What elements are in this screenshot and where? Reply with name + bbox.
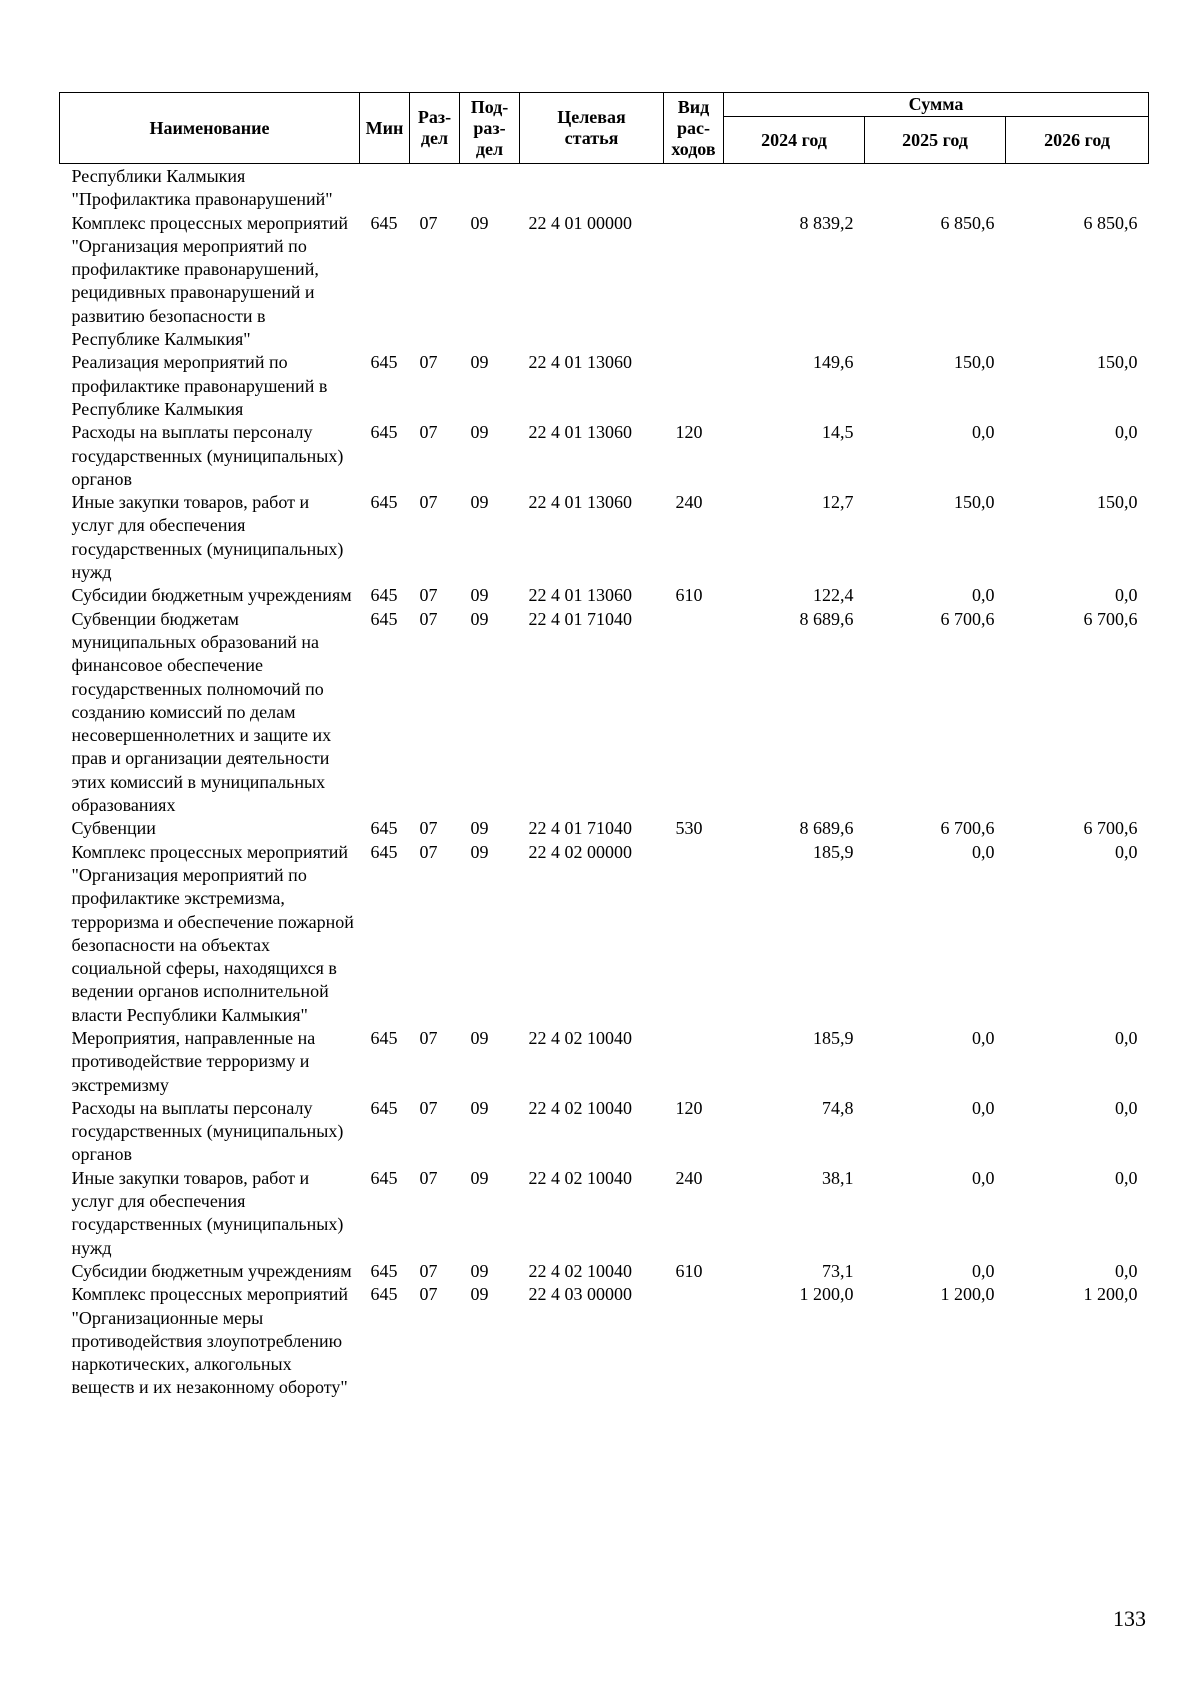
cell-podrazdel: 09 [470,212,489,233]
cell-vid: 610 [675,1260,703,1281]
cell-2024: 8 839,2 [799,212,854,233]
cell-2026: 0,0 [1115,841,1138,862]
cell-2025: 0,0 [972,1167,995,1188]
cell-2025: 150,0 [954,352,995,373]
cell-2026: 0,0 [1115,1027,1138,1048]
cell-target: 22 4 01 13060 [528,492,632,513]
cell-2024: 8 689,6 [799,818,854,839]
cell-podrazdel: 09 [470,352,489,373]
cell-min: 645 [370,422,398,443]
cell-vid [664,212,724,352]
cell-2024: 185,9 [813,1027,854,1048]
cell-podrazdel: 09 [470,1284,489,1305]
cell-podrazdel [460,164,520,212]
cell-razdel [410,164,460,212]
cell-target: 22 4 03 00000 [528,1284,632,1305]
header-row-1 [60,93,1149,117]
table-row [60,1027,1149,1097]
cell-razdel: 07 [419,1027,438,1048]
cell-2025: 0,0 [972,585,995,606]
cell-2026: 0,0 [1115,1097,1138,1118]
cell-2026: 0,0 [1115,1260,1138,1281]
table-row [60,421,1149,491]
cell-podrazdel: 09 [470,608,489,629]
cell-min: 645 [370,1027,398,1048]
cell-target: 22 4 02 10040 [528,1167,632,1188]
cell-name: Расходы на выплаты персоналу государственных (муниципальных) органов [71,422,344,489]
cell-vid: 120 [675,422,703,443]
cell-podrazdel: 09 [470,492,489,513]
cell-2025: 6 700,6 [940,608,995,629]
cell-name: Республики Калмыкия "Профилактика правонарушений" [71,166,333,210]
cell-podrazdel: 09 [470,1167,489,1188]
cell-target: 22 4 01 71040 [528,608,632,629]
cell-min: 645 [370,841,398,862]
table-row [60,164,1149,212]
cell-target: 22 4 02 10040 [528,1097,632,1118]
cell-vid [664,608,724,818]
cell-2024: 74,8 [822,1097,854,1118]
cell-target [520,164,664,212]
cell-razdel: 07 [419,608,438,629]
cell-min: 645 [370,492,398,513]
cell-target: 22 4 01 13060 [528,352,632,373]
cell-2026: 0,0 [1115,422,1138,443]
cell-target: 22 4 01 00000 [528,212,632,233]
table-row [60,212,1149,352]
cell-vid: 240 [675,492,703,513]
table-row [60,841,1149,1027]
cell-target: 22 4 01 13060 [528,585,632,606]
cell-podrazdel: 09 [470,585,489,606]
cell-name: Субвенции [71,818,156,839]
cell-razdel: 07 [419,352,438,373]
cell-vid [664,164,724,212]
cell-2025: 1 200,0 [940,1284,995,1305]
cell-name: Расходы на выплаты персоналу государственных (муниципальных) органов [71,1097,344,1165]
cell-target: 22 4 02 10040 [528,1260,632,1281]
cell-vid [664,841,724,1027]
cell-name: Мероприятия, направленные на противодействие терроризму и экстремизму [71,1027,316,1095]
cell-min: 645 [370,585,398,606]
table-row [60,817,1149,840]
header-name: Наименование [60,93,360,164]
cell-name: Субсидии бюджетным учреждениям [71,585,352,606]
cell-podrazdel: 09 [470,1027,489,1048]
cell-min: 645 [370,1167,398,1188]
cell-2026: 150,0 [1097,352,1138,373]
table-row [60,1283,1149,1399]
cell-2024: 8 689,6 [799,608,854,629]
cell-name: Комплекс процессных мероприятий "Организация мероприятий по профилактике правонарушений, рецидивных правонарушений и развитию безопасности в Республике Калмыкия" [71,212,349,350]
cell-podrazdel: 09 [470,841,489,862]
cell-2026: 6 700,6 [1083,608,1138,629]
cell-2024: 149,6 [813,352,854,373]
cell-razdel: 07 [419,212,438,233]
cell-2025: 0,0 [972,1260,995,1281]
cell-vid [664,1283,724,1399]
cell-min [360,164,410,212]
cell-razdel: 07 [419,1167,438,1188]
cell-2026: 6 850,6 [1083,212,1138,233]
table-row [60,1260,1149,1283]
header-sum: Сумма [724,93,1149,117]
cell-min: 645 [370,1260,398,1281]
cell-name: Комплекс процессных мероприятий "Организация мероприятий по профилактике экстремизма, терроризма и обеспечение пожарной безопасности на объектах социальной сферы, находящихся в ведении органов исполнительной власти Республики Калмыкия" [71,841,354,1025]
cell-2026 [1006,164,1149,212]
cell-2024: 12,7 [822,492,854,513]
cell-name: Иные закупки товаров, работ и услуг для обеспечения государственных (муниципальных) нужд [71,1167,344,1258]
cell-target: 22 4 02 00000 [528,841,632,862]
cell-2025 [865,164,1006,212]
header-target: Целевая статья [520,93,664,164]
table-row [60,1167,1149,1260]
cell-min: 645 [370,818,398,839]
table-row [60,608,1149,818]
cell-2026: 150,0 [1097,492,1138,513]
cell-2025: 0,0 [972,1097,995,1118]
cell-target: 22 4 01 13060 [528,422,632,443]
cell-2024: 73,1 [822,1260,854,1281]
cell-2025: 0,0 [972,1027,995,1048]
cell-podrazdel: 09 [470,1260,489,1281]
cell-name: Субсидии бюджетным учреждениям [71,1260,352,1281]
cell-name: Субвенции бюджетам муниципальных образований на финансовое обеспечение государственных полномочий по созданию комиссий по делам несовершеннолетних и защите их прав и организации деятельности этих комиссий в муниципальных образованиях [71,608,332,816]
cell-name: Комплекс процессных мероприятий "Организационные меры противодействия злоупотреблению наркотических, алкогольных веществ и их незаконному обороту" [71,1284,349,1398]
cell-vid: 530 [675,818,703,839]
cell-target: 22 4 01 71040 [528,818,632,839]
cell-min: 645 [370,608,398,629]
table-row [60,584,1149,607]
cell-razdel: 07 [419,422,438,443]
cell-2024: 185,9 [813,841,854,862]
cell-min: 645 [370,1097,398,1118]
cell-vid: 240 [675,1167,703,1188]
cell-2025: 150,0 [954,492,995,513]
table-row [60,351,1149,421]
cell-vid [664,351,724,421]
cell-2024: 122,4 [813,585,854,606]
cell-min: 645 [370,1284,398,1305]
cell-vid [664,1027,724,1097]
table-body [60,164,1149,1400]
header-2025: 2025 год [865,117,1006,164]
header-vid: Вид рас- ходов [664,93,724,164]
cell-vid: 120 [675,1097,703,1118]
cell-target: 22 4 02 10040 [528,1027,632,1048]
cell-name: Иные закупки товаров, работ и услуг для обеспечения государственных (муниципальных) нужд [71,492,344,583]
header-podrazdel: Под- раз- дел [460,93,520,164]
cell-razdel: 07 [419,818,438,839]
cell-min: 645 [370,212,398,233]
header-min: Мин [360,93,410,164]
cell-2024: 14,5 [822,422,854,443]
cell-razdel: 07 [419,1284,438,1305]
cell-2024: 38,1 [822,1167,854,1188]
cell-name: Реализация мероприятий по профилактике правонарушений в Республике Калмыкия [71,352,328,419]
cell-razdel: 07 [419,1260,438,1281]
cell-2025: 6 850,6 [940,212,995,233]
page-number: 133 [1113,1606,1146,1631]
cell-min: 645 [370,352,398,373]
table-row [60,491,1149,584]
cell-razdel: 07 [419,841,438,862]
header-2024: 2024 год [724,117,865,164]
cell-2025: 6 700,6 [940,818,995,839]
cell-2026: 0,0 [1115,1167,1138,1188]
cell-2026: 0,0 [1115,585,1138,606]
budget-table [59,92,1149,1400]
cell-razdel: 07 [419,585,438,606]
cell-podrazdel: 09 [470,1097,489,1118]
cell-podrazdel: 09 [470,422,489,443]
cell-podrazdel: 09 [470,818,489,839]
cell-2026: 1 200,0 [1083,1284,1138,1305]
cell-razdel: 07 [419,492,438,513]
table-row [60,1097,1149,1167]
cell-2024 [724,164,865,212]
cell-razdel: 07 [419,1097,438,1118]
cell-2024: 1 200,0 [799,1284,854,1305]
cell-2026: 6 700,6 [1083,818,1138,839]
header-razdel: Раз- дел [410,93,460,164]
cell-2025: 0,0 [972,841,995,862]
header-2026: 2026 год [1006,117,1149,164]
cell-vid: 610 [675,585,703,606]
cell-2025: 0,0 [972,422,995,443]
